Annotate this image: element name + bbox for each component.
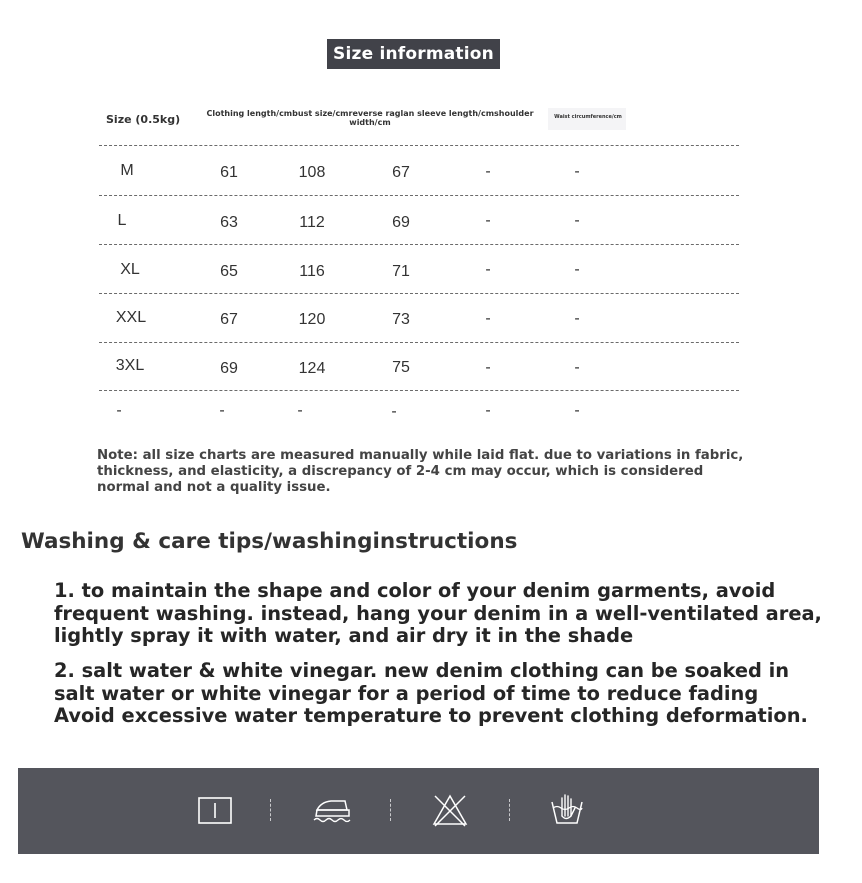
- sleeve-cell: 71: [392, 263, 410, 280]
- sleeve-cell: -: [391, 403, 397, 420]
- waist-cell: -: [574, 163, 580, 180]
- table-divider: [99, 342, 739, 343]
- header-measurements: Clothing length/cmbust size/cmreverse raglan sleeve length/cmshoulder width/cm: [206, 109, 534, 127]
- length-cell: -: [219, 402, 225, 419]
- size-chart-note: Note: all size charts are measured manually while laid flat. due to variations in fabric, thickness, and elasticity, a discrepancy of 2-4 cm may occur, which is considered normal and not a quality issue.: [97, 448, 744, 495]
- bust-cell: -: [297, 402, 303, 419]
- shoulder-cell: -: [485, 310, 491, 327]
- table-divider: [99, 293, 739, 294]
- line-dry-icon: [192, 790, 238, 830]
- bust-cell: 124: [298, 360, 326, 377]
- length-cell: 65: [220, 263, 238, 280]
- table-divider: [99, 145, 739, 146]
- care-symbols-bar: [18, 768, 819, 854]
- length-cell: 61: [220, 164, 238, 181]
- table-divider: [99, 195, 739, 196]
- length-cell: 63: [220, 214, 238, 231]
- shoulder-cell: -: [485, 359, 491, 376]
- bust-cell: 116: [299, 263, 325, 280]
- table-divider: [99, 390, 739, 391]
- length-cell: 69: [220, 360, 238, 377]
- bust-cell: 120: [298, 311, 326, 328]
- size-cell: XXL: [115, 309, 147, 326]
- sleeve-cell: 67: [392, 164, 410, 181]
- size-information-title: Size information: [327, 39, 500, 69]
- waist-cell: -: [574, 261, 580, 278]
- waist-cell: -: [574, 310, 580, 327]
- size-cell: 3XL: [115, 357, 145, 374]
- table-divider: [99, 244, 739, 245]
- size-cell: M: [120, 162, 134, 179]
- size-cell: XL: [120, 261, 140, 278]
- waist-cell: -: [574, 212, 580, 229]
- care-tip: 2. salt water & white vinegar. new denim clothing can be soaked in salt water or white vinegar for a period of time to reduce fading Avoid excessive water temperature to prevent clothing deformation.: [54, 659, 808, 727]
- header-waist: Waist circumference/cm: [554, 114, 622, 120]
- shoulder-cell: -: [485, 163, 491, 180]
- care-section-title: Washing & care tips/washinginstructions: [21, 529, 518, 554]
- hand-wash-icon: [544, 790, 590, 830]
- size-cell: -: [116, 402, 122, 419]
- sleeve-cell: 75: [392, 359, 410, 376]
- sleeve-cell: 69: [392, 214, 410, 231]
- do-not-bleach-icon: [427, 790, 473, 830]
- size-cell: L: [117, 212, 127, 229]
- length-cell: 67: [220, 311, 238, 328]
- waist-cell: -: [574, 359, 580, 376]
- shoulder-cell: -: [485, 212, 491, 229]
- separator: [390, 799, 391, 821]
- header-size: Size (0.5kg): [106, 113, 181, 126]
- waist-cell: -: [574, 402, 580, 419]
- care-tip: 1. to maintain the shape and color of your denim garments, avoid frequent washing. instead, hang your denim in a well-ventilated area, lightly spray it with water, and air dry it in the shade: [54, 579, 822, 647]
- iron-low-heat-icon: [309, 790, 355, 830]
- sleeve-cell: 73: [392, 311, 410, 328]
- shoulder-cell: -: [485, 402, 491, 419]
- separator: [509, 799, 510, 821]
- bust-cell: 112: [299, 214, 325, 231]
- separator: [270, 799, 271, 821]
- bust-cell: 108: [298, 164, 326, 181]
- shoulder-cell: -: [485, 261, 491, 278]
